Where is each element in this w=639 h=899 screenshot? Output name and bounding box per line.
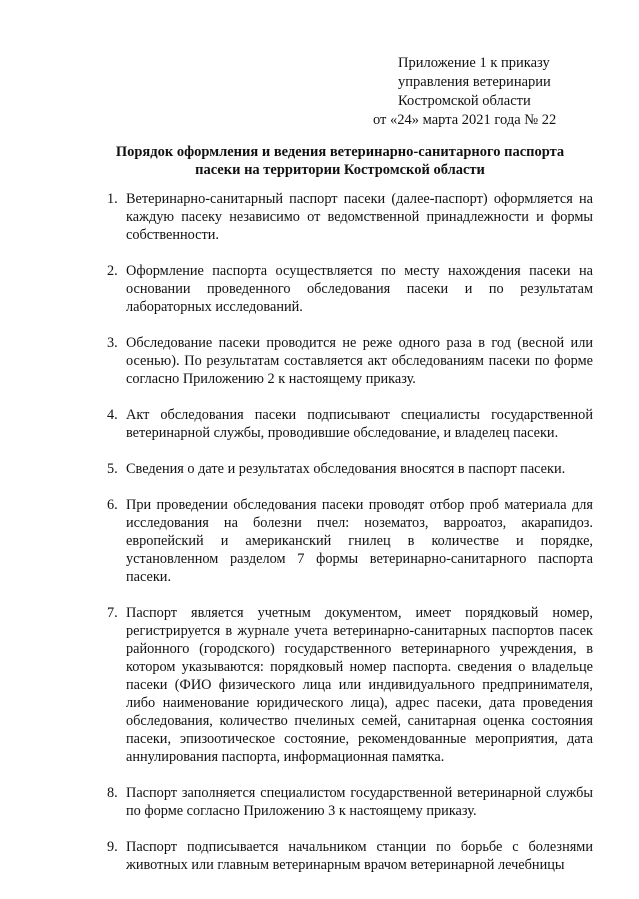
list-item [107,496,593,586]
list-item-text: Сведения о дате и результатах обследования вносятся в паспорт пасеки. [126,461,566,477]
list-item [107,190,593,244]
list-item-text: Акт обследования пасеки подписывают специалисты государственной ветеринарной службы, проводившие обследование, и владелец пасеки. [126,407,593,441]
appendix-header [370,54,600,130]
list-item-text: Оформление паспорта осуществляется по месту нахождения пасеки на основании проведенного обследования пасеки и по результатам лабораторных исследований. [126,263,593,315]
document-title [100,143,580,179]
list-item-number: 3. [107,335,118,351]
list-item [107,262,593,316]
list-item [107,334,593,388]
document-title-line-2: пасеки на территории Костромской области [195,162,485,178]
list-item [107,784,593,820]
list-item-text: Обследование пасеки проводится не реже одного раза в год (весной или осенью). По результатам составляется акт обследованиям пасеки по форме согласно Приложению 2 к настоящему приказу. [126,335,593,387]
appendix-header-line-2: управления ветеринарии [398,74,551,90]
list-item-number: 6. [107,497,118,513]
list-item-number: 5. [107,461,118,477]
list-item-number: 4. [107,407,118,423]
list-item-number: 8. [107,785,118,801]
list-item [107,604,593,766]
document-title-line-1: Порядок оформления и ведения ветеринарно-санитарного паспорта [115,144,565,160]
list-item-number: 1. [107,191,118,207]
list-item-number: 9. [107,839,118,855]
numbered-list [107,190,593,892]
appendix-header-line-1: Приложение 1 к приказу [398,55,550,71]
list-item-number: 2. [107,263,118,279]
list-item [107,460,593,478]
list-item-text: Ветеринарно-санитарный паспорт пасеки (далее-паспорт) оформляется на каждую пасеку независимо от ведомственной принадлежности и формы собственности. [126,191,593,243]
list-item [107,838,593,874]
list-item-text: Паспорт подписывается начальником станции по борьбе с болезнями животных или главным ветеринарным врачом ветеринарной лечебницы [126,839,593,873]
list-item [107,406,593,442]
list-item-text: Паспорт заполняется специалистом государственной ветеринарной службы по форме согласно Приложению 3 к настоящему приказу. [126,785,593,819]
appendix-header-line-3: Костромской области [398,93,531,109]
list-item-text: Паспорт является учетным документом, имеет порядковый номер, регистрируется в журнале учета ветеринарно-санитарных паспортов пасек районного (городского) государственного ветеринарного учреждения, в котором указываются: порядковый номер паспорта. сведения о владельце пасеки (ФИО физического лица или индивидуального предпринимателя, либо наименование юридического лица), адрес пасеки, дата проведения обследования, количество пчелиных семей, санитарная оценка состояния пасеки, эпизоотическое состояние, рекомендованные мероприятия, дата аннулирования паспорта, информационная памятка. [126,605,593,765]
list-item-text: При проведении обследования пасеки проводят отбор проб материала для исследования на болезни пчел: нозематоз, варроатоз, акарапидоз. европейский и американский гнилец в количестве и порядке, установленном разделом 7 формы ветеринарно-санитарного паспорта пасеки. [126,497,593,585]
list-item-number: 7. [107,605,118,621]
appendix-header-line-4: от «24» марта 2021 года № 22 [373,112,557,128]
